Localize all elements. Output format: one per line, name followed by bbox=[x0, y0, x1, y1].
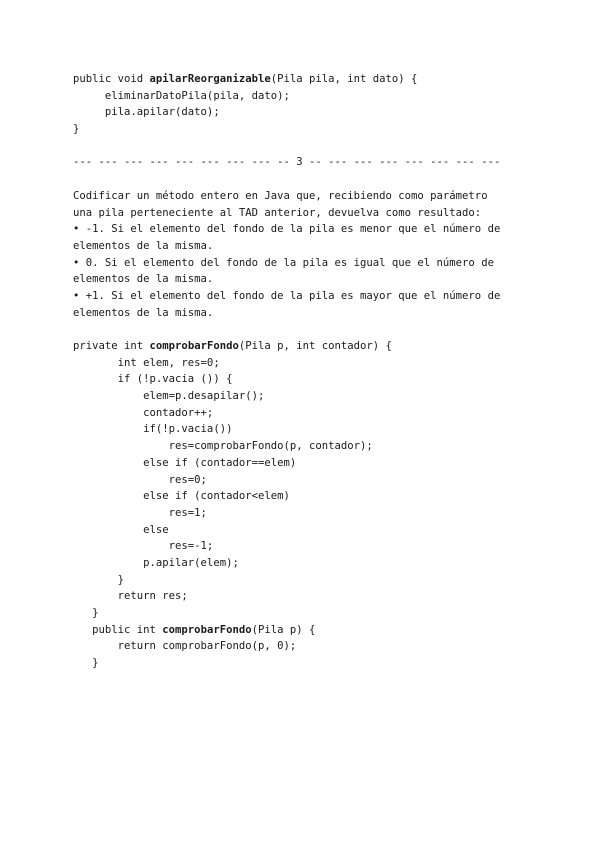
method-name: comprobarFondo bbox=[149, 340, 239, 352]
code-line: else if (contador<elem) bbox=[73, 490, 290, 503]
method-name: apilarReorganizable bbox=[149, 73, 271, 85]
code-line: elem=p.desapilar(); bbox=[73, 390, 265, 403]
description-line: elementos de la misma. bbox=[73, 273, 214, 286]
description-line: • 0. Si el elemento del fondo de la pila es igual que el número de bbox=[73, 256, 494, 269]
code-line: res=comprobarFondo(p, contador); bbox=[73, 440, 373, 453]
code-line: if(!p.vacia()) bbox=[73, 423, 233, 436]
code-line: } bbox=[73, 573, 125, 586]
description-line: Codificar un método entero en Java que, recibiendo como parámetro bbox=[73, 189, 488, 202]
blank-line bbox=[73, 171, 533, 188]
method-name: comprobarFondo bbox=[162, 623, 252, 636]
section-separator: --- --- --- --- --- --- --- --- -- 3 -- --- --- --- --- --- --- --- bbox=[73, 156, 501, 169]
code-line: else bbox=[73, 523, 169, 536]
code-line: eliminarDatoPila(pila, dato); bbox=[73, 89, 290, 102]
code-line: } bbox=[73, 123, 80, 136]
code-line: pila.apilar(dato); bbox=[73, 106, 220, 119]
code-line: return comprobarFondo(p, 0); bbox=[73, 640, 297, 653]
description-line: elementos de la misma. bbox=[73, 239, 214, 252]
code-line: public int comprobarFondo(Pila p) { bbox=[73, 623, 316, 636]
document-page bbox=[73, 71, 533, 672]
code-line: res=1; bbox=[73, 506, 207, 519]
code-line: int elem, res=0; bbox=[73, 356, 220, 369]
code-line: contador++; bbox=[73, 406, 214, 419]
description-line: • -1. Si el elemento del fondo de la pila es menor que el número de bbox=[73, 223, 501, 236]
code-line: res=0; bbox=[73, 473, 207, 486]
description-line: elementos de la misma. bbox=[73, 306, 214, 319]
code-line: } bbox=[73, 657, 99, 670]
code-line: private int comprobarFondo(Pila p, int contador) { bbox=[73, 340, 392, 352]
code-line: return res; bbox=[73, 590, 188, 603]
blank-line bbox=[73, 138, 533, 155]
code-line: public void apilarReorganizable(Pila pila, int dato) { bbox=[73, 73, 418, 85]
code-line: else if (contador==elem) bbox=[73, 456, 297, 469]
description-line: una pila perteneciente al TAD anterior, devuelva como resultado: bbox=[73, 206, 482, 219]
blank-line bbox=[73, 321, 533, 338]
code-line: p.apilar(elem); bbox=[73, 556, 239, 569]
code-line: res=-1; bbox=[73, 540, 214, 553]
code-line: } bbox=[73, 607, 99, 619]
code-line: if (!p.vacia ()) { bbox=[73, 373, 233, 386]
description-line: • +1. Si el elemento del fondo de la pila es mayor que el número de bbox=[73, 289, 501, 302]
